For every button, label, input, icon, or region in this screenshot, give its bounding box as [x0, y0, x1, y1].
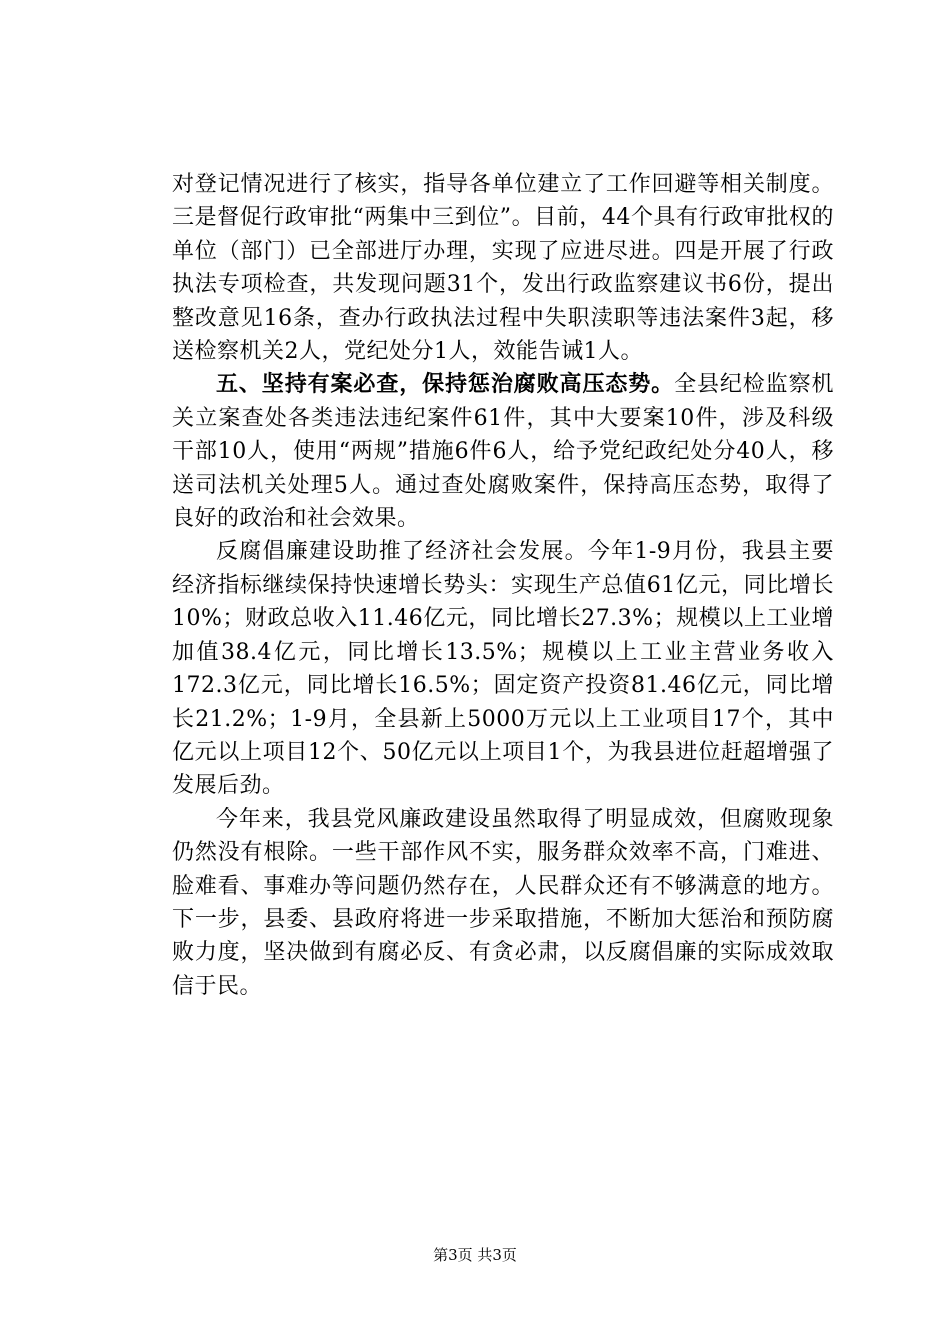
- paragraph-text: 全县纪检监察机关立案查处各类违法违纪案件61件，其中大要案10件，涉及科级干部10人，使用“两规”措施6件6人，给予党纪政纪处分40人，移送司法机关处理5人。通过查处腐败案件，保持高压态势，取得了良好的政治和社会效果。: [172, 372, 834, 532]
- paragraph-3: [172, 535, 834, 802]
- paragraph-2: [172, 368, 834, 535]
- paragraph-text: 今年来，我县党风廉政建设虽然取得了明显成效，但腐败现象仍然没有根除。一些干部作风不实，服务群众效率不高，门难进、脸难看、事难办等问题仍然存在，人民群众还有不够满意的地方。下一步，县委、县政府将进一步采取措施，不断加大惩治和预防腐败力度，坚决做到有腐必反、有贪必肃，以反腐倡廉的实际成效取信于民。: [172, 806, 834, 999]
- paragraph-4: [172, 803, 834, 1003]
- document-body: [172, 168, 834, 1003]
- paragraph-1: [172, 168, 834, 368]
- paragraph-heading: 五、坚持有案必查，保持惩治腐败高压态势。: [216, 371, 675, 398]
- paragraph-text: 反腐倡廉建设助推了经济社会发展。今年1-9月份，我县主要经济指标继续保持快速增长势头：实现生产总值61亿元，同比增长10%；财政总收入11.46亿元，同比增长27.3%；规模以上工业增加值38.4亿元，同比增长13.5%；规模以上工业主营业务收入172.3亿元，同比增长16.5%；固定资产投资81.46亿元，同比增长21.2%；1-9月，全县新上5000万元以上工业项目17个，其中亿元以上项目12个、50亿元以上项目1个，为我县进位赶超增强了发展后劲。: [172, 539, 834, 799]
- page-number-footer: 第3页 共3页: [433, 1246, 517, 1264]
- paragraph-text: 对登记情况进行了核实，指导各单位建立了工作回避等相关制度。三是督促行政审批“两集中三到位”。目前，44个具有行政审批权的单位（部门）已全部进厅办理，实现了应进尽进。四是开展了行政执法专项检查，共发现问题31个，发出行政监察建议书6份，提出整改意见16条，查办行政执法过程中失职渎职等违法案件3起，移送检察机关2人，党纪处分1人，效能告诫1人。: [172, 172, 834, 365]
